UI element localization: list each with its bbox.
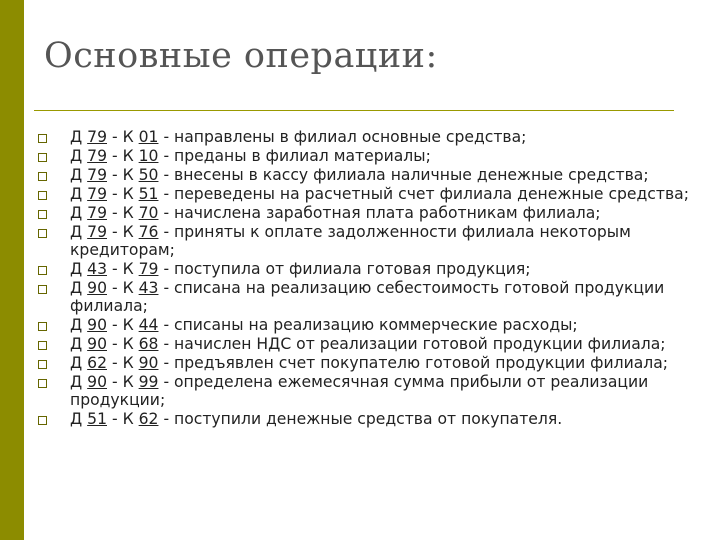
list-item [38, 316, 714, 334]
credit-account: 90 [138, 354, 159, 372]
list-item [38, 185, 714, 203]
operations-list [38, 128, 714, 429]
operation-text: Д 90 - К 43 - списана на реализацию себестоимость готовой продукции филиала; [70, 279, 665, 315]
operation-text: Д 43 - К 79 - поступила от филиала готовая продукция; [70, 260, 531, 278]
list-item [38, 166, 714, 184]
operation-text: Д 90 - К 68 - начислен НДС от реализации готовой продукции филиала; [70, 335, 666, 353]
square-bullet-icon [38, 379, 47, 388]
credit-account: 70 [138, 204, 159, 222]
list-item [38, 373, 714, 409]
square-bullet-icon [38, 416, 47, 425]
list-item [38, 354, 714, 372]
square-bullet-icon [38, 266, 47, 275]
operation-text: Д 79 - К 50 - внесены в кассу филиала наличные денежные средства; [70, 166, 649, 184]
list-item [38, 128, 714, 146]
square-bullet-icon [38, 172, 47, 181]
operation-text: Д 90 - К 99 - определена ежемесячная сумма прибыли от реализации продукции; [70, 373, 649, 409]
list-item [38, 204, 714, 222]
list-item [38, 223, 714, 259]
slide-title: Основные операции: [44, 36, 438, 76]
square-bullet-icon [38, 191, 47, 200]
operation-text: Д 79 - К 10 - преданы в филиал материалы; [70, 147, 431, 165]
operation-text: Д 62 - К 90 - предъявлен счет покупателю готовой продукции филиала; [70, 354, 669, 372]
credit-account: 10 [138, 147, 159, 165]
list-item [38, 279, 714, 315]
operation-text: Д 51 - К 62 - поступили денежные средства от покупателя. [70, 410, 563, 428]
operation-text: Д 90 - К 44 - списаны на реализацию коммерческие расходы; [70, 316, 578, 334]
credit-account: 62 [138, 410, 159, 428]
square-bullet-icon [38, 360, 47, 369]
debit-account: 79 [87, 223, 107, 241]
credit-account: 76 [138, 223, 159, 241]
square-bullet-icon [38, 134, 47, 143]
debit-account: 90 [87, 279, 107, 297]
debit-account: 79 [87, 147, 107, 165]
square-bullet-icon [38, 285, 47, 294]
debit-account: 62 [87, 354, 107, 372]
debit-account: 79 [87, 166, 107, 184]
square-bullet-icon [38, 229, 47, 238]
square-bullet-icon [38, 210, 47, 219]
credit-account: 51 [138, 185, 159, 203]
debit-account: 90 [87, 335, 107, 353]
credit-account: 68 [138, 335, 159, 353]
debit-account: 90 [87, 316, 107, 334]
credit-account: 99 [138, 373, 159, 391]
debit-account: 51 [87, 410, 107, 428]
list-item [38, 410, 714, 428]
list-item [38, 147, 714, 165]
operation-text: Д 79 - К 70 - начислена заработная плата работникам филиала; [70, 204, 601, 222]
debit-account: 90 [87, 373, 107, 391]
left-accent-bar [0, 0, 24, 540]
operation-text: Д 79 - К 76 - приняты к оплате задолженности филиала некоторым кредиторам; [70, 223, 631, 259]
debit-account: 79 [87, 128, 107, 146]
credit-account: 43 [138, 279, 159, 297]
operation-text: Д 79 - К 01 - направлены в филиал основные средства; [70, 128, 527, 146]
credit-account: 44 [138, 316, 159, 334]
credit-account: 50 [138, 166, 159, 184]
square-bullet-icon [38, 341, 47, 350]
debit-account: 79 [87, 185, 107, 203]
list-item [38, 335, 714, 353]
square-bullet-icon [38, 322, 47, 331]
debit-account: 79 [87, 204, 107, 222]
title-divider [34, 110, 674, 111]
credit-account: 79 [138, 260, 159, 278]
debit-account: 43 [87, 260, 107, 278]
list-item [38, 260, 714, 278]
operation-text: Д 79 - К 51 - переведены на расчетный счет филиала денежные средства; [70, 185, 689, 203]
square-bullet-icon [38, 153, 47, 162]
credit-account: 01 [138, 128, 159, 146]
